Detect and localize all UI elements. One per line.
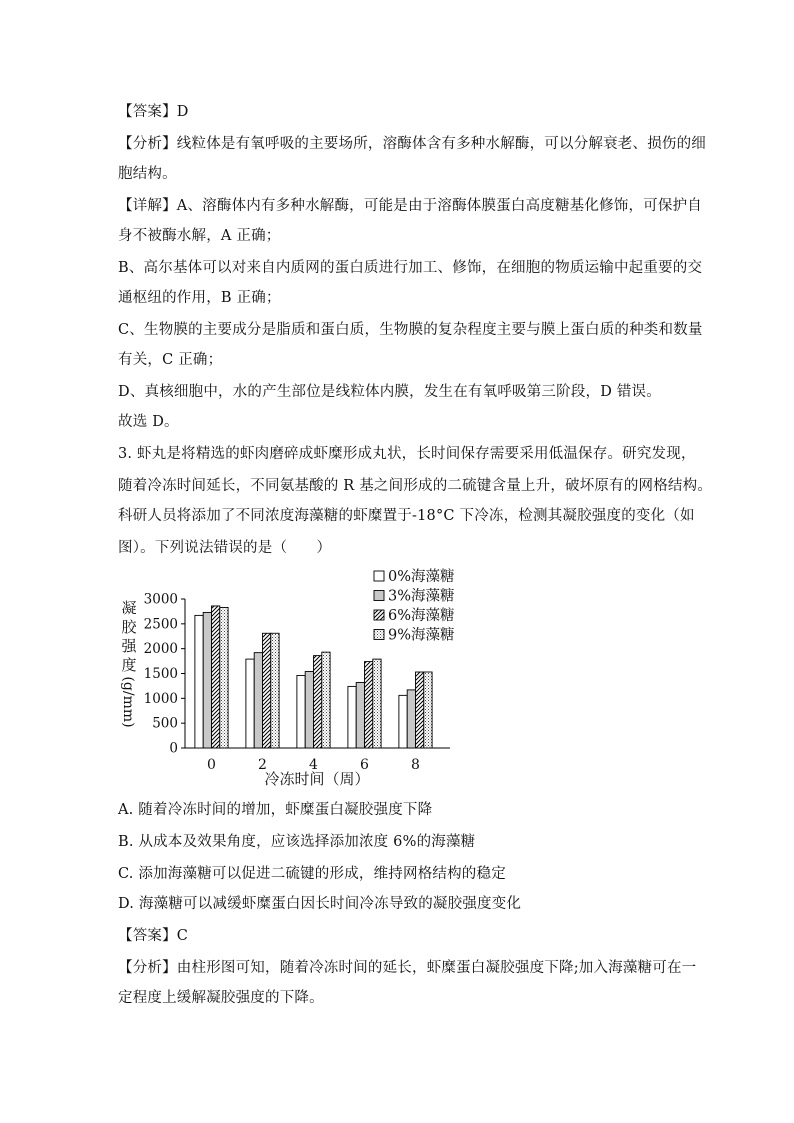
y-axis-title-char: 凝: [121, 599, 137, 617]
q2-conclusion: 故选 D。: [118, 414, 179, 430]
q2-detail-line: 身不被酶水解，A 正确；: [118, 228, 281, 244]
bar-white: [246, 659, 254, 748]
y-tick-label: 1000: [143, 690, 178, 707]
bar-gray: [305, 672, 313, 748]
q3-stem-line: 图）。下列说法错误的是（ ）: [118, 540, 332, 556]
x-tick-label: 0: [207, 757, 216, 773]
q3-stem-line: 科研人员将添加了不同浓度海藻糖的虾糜置于-18°C 下冷冻，检测其凝胶强度的变化（如: [118, 508, 695, 524]
y-axis-title-char: 强: [121, 637, 137, 655]
legend-swatch: [374, 610, 384, 620]
bar-dots: [322, 652, 330, 748]
y-axis-unit: (g/mm): [120, 676, 136, 728]
legend-label: 0%海藻糖: [388, 569, 455, 585]
x-tick-label: 4: [309, 757, 318, 773]
q3-option-b: B. 从成本及效果角度，应该选择添加浓度 6%的海藻糖: [118, 834, 476, 850]
q3-analysis-line: 【分析】由柱形图可知，随着冷冻时间的延长，虾糜蛋白凝胶强度下降;加入海藻糖可在一: [118, 960, 697, 976]
y-tick-label: 500: [152, 715, 178, 732]
bar-dots: [373, 659, 381, 748]
bar-hatch: [263, 633, 271, 748]
q3-option-c: C. 添加海藻糖可以促进二硫键的形成，维持网格结构的稳定: [118, 866, 506, 882]
legend-swatch: [374, 571, 384, 581]
bar-gray: [203, 612, 211, 748]
chart-svg: [110, 562, 470, 794]
q3-answer: 【答案】C: [118, 928, 189, 944]
bar-white: [195, 615, 203, 748]
x-axis-title: 冷冻时间（周）: [264, 770, 370, 788]
q2-detail-line: B、高尔基体可以对来自内质网的蛋白质进行加工、修饰，在细胞的物质运输中起重要的交: [118, 260, 703, 276]
q2-analysis-line: 【分析】线粒体是有氧呼吸的主要场所，溶酶体含有多种水解酶，可以分解衰老、损伤的细: [118, 136, 706, 152]
bar-hatch: [416, 672, 424, 748]
x-tick-label: 2: [258, 757, 267, 773]
y-tick-label: 1500: [143, 666, 178, 682]
q2-detail-line: 通枢纽的作用，B 正确；: [118, 290, 281, 306]
q2-analysis-line: 胞结构。: [118, 166, 177, 182]
bar-hatch: [365, 662, 373, 748]
x-tick-label: 8: [411, 757, 420, 773]
chart-legend: [374, 567, 455, 644]
bar-white: [348, 686, 356, 748]
y-tick-label: 0: [169, 740, 178, 757]
bar-hatch: [212, 606, 220, 748]
q2-detail-line: 【详解】A、溶酶体内有多种水解酶，可能是由于溶酶体膜蛋白高度糖基化修饰，可保护自: [118, 198, 702, 214]
q2-detail-line: D、真核细胞中，水的产生部位是线粒体内膜，发生在有氧呼吸第三阶段，D 错误。: [118, 384, 661, 400]
q3-stem-line: 随着冷冻时间延长，不同氨基酸的 R 基之间形成的二硫键含量上升，破坏原有的网格结构。: [118, 478, 713, 494]
bar-dots: [271, 633, 279, 748]
q2-detail-line: 有关，C 正确；: [118, 352, 223, 368]
legend-swatch: [374, 630, 384, 640]
q3-option-a: A. 随着冷冻时间的增加，虾糜蛋白凝胶强度下降: [118, 802, 433, 818]
q2-detail-line: C、生物膜的主要成分是脂质和蛋白质，生物膜的复杂程度主要与膜上蛋白质的种类和数量: [118, 322, 703, 338]
bar-white: [297, 675, 305, 748]
y-axis-title-char: 胶: [121, 618, 137, 636]
legend-label: 9%海藻糖: [388, 627, 455, 644]
bar-dots: [424, 672, 432, 748]
q3-stem-line: 3. 虾丸是将精选的虾肉磨碎成虾糜形成丸状，长时间保存需要采用低温保存。研究发现，: [118, 446, 696, 462]
bar-gray: [407, 690, 415, 748]
y-tick-label: 2500: [143, 616, 178, 633]
y-tick-label: 3000: [143, 591, 178, 608]
gel-strength-bar-chart: [110, 562, 470, 794]
q2-answer: 【答案】D: [118, 104, 189, 120]
q3-analysis-line: 定程度上缓解凝胶强度的下降。: [118, 990, 324, 1006]
q3-option-d: D. 海藻糖可以减缓虾糜蛋白因长时间冷冻导致的凝胶强度变化: [118, 896, 522, 912]
legend-label: 3%海藻糖: [388, 588, 455, 605]
bar-hatch: [314, 656, 322, 748]
legend-label: 6%海藻糖: [388, 608, 455, 624]
y-tick-label: 2000: [143, 641, 178, 658]
x-tick-label: 6: [360, 757, 369, 773]
bar-white: [399, 695, 407, 748]
bar-gray: [356, 682, 364, 748]
legend-swatch: [374, 591, 384, 601]
y-axis-title-char: 度: [121, 656, 137, 674]
bar-gray: [254, 653, 262, 748]
bar-dots: [220, 607, 228, 748]
